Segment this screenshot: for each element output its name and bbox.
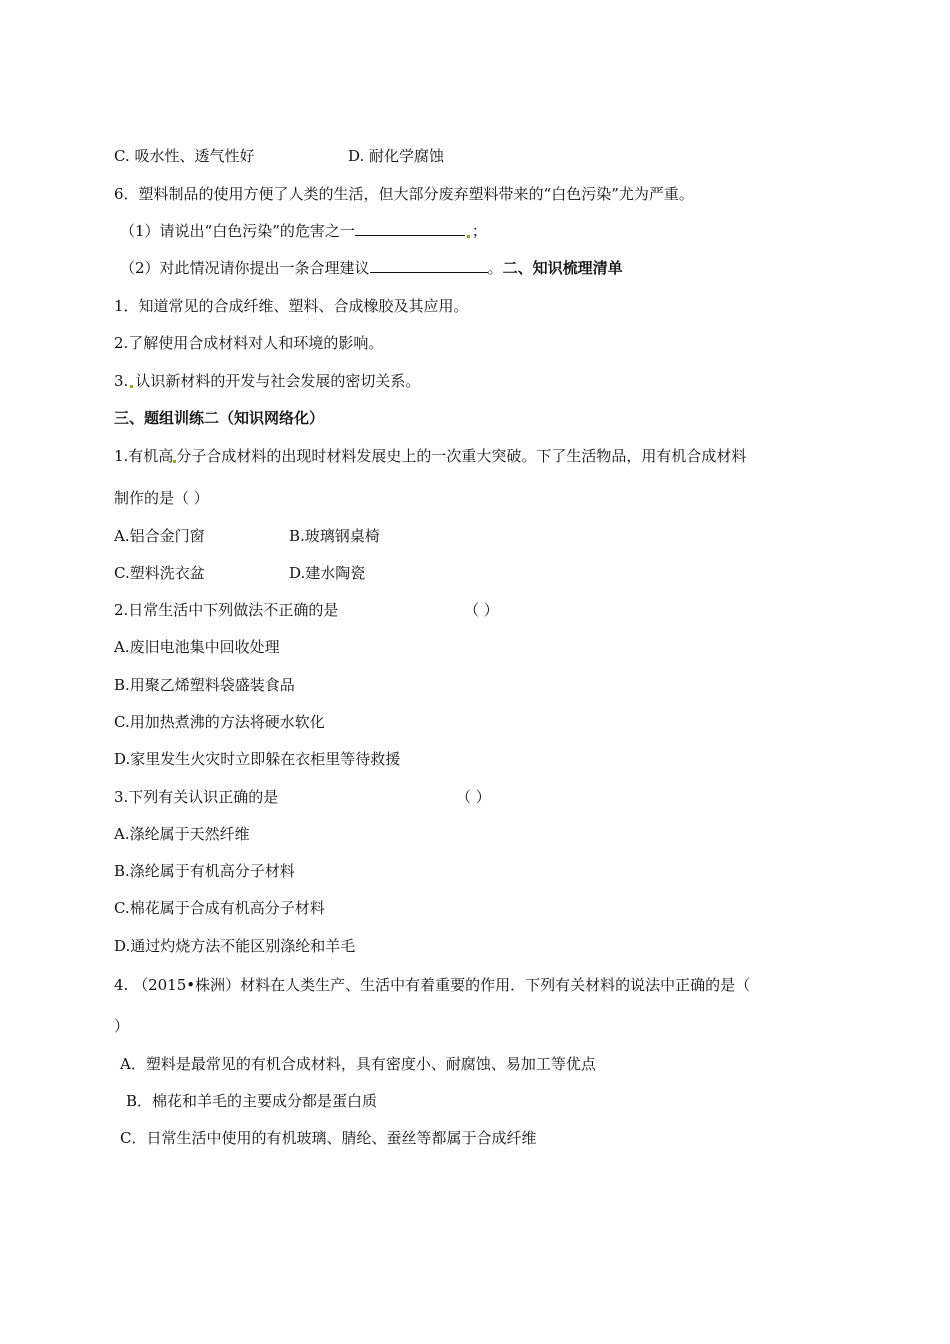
q4-stem-line2: ） xyxy=(114,1017,130,1035)
q6-sub2-end: 。 xyxy=(487,259,503,277)
dot-mark xyxy=(467,235,470,238)
q2-option-a: A.废旧电池集中回收处理 xyxy=(114,638,280,656)
q2-answer-paren: （ ） xyxy=(464,601,499,619)
q4-stem-line1: 4. （2015•株洲）材料在人类生产、生活中有着重要的作用．下列有关材料的说法中正确的是（ xyxy=(114,976,751,994)
q2-option-d: D.家里发生火灾时立即躲在衣柜里等待救援 xyxy=(114,750,401,768)
q6-sub1-text: （1）请说出“白色污染”的危害之一 xyxy=(120,222,355,240)
q3-stem: 3.下列有关认识正确的是 xyxy=(114,788,279,806)
q1-option-a: A.铝合金门窗 xyxy=(114,527,205,545)
q2-stem: 2.日常生活中下列做法不正确的是 xyxy=(114,601,339,619)
q6-sub1-blank xyxy=(355,221,465,236)
q6-sub1 xyxy=(120,221,487,241)
q4-option-c: C．日常生活中使用的有机玻璃、腈纶、蚕丝等都属于合成纤维 xyxy=(120,1129,537,1147)
section2-item3 xyxy=(114,371,420,391)
q6-sub2-text: （2）对此情况请你提出一条合理建议 xyxy=(120,259,370,277)
q6-stem: 6．塑料制品的使用方便了人类的生活，但大部分废弃塑料带来的“白色污染”尤为严重。 xyxy=(114,185,694,203)
section2-item1: 1．知道常见的合成纤维、塑料、合成橡胶及其应用。 xyxy=(114,297,469,315)
q5-option-d: D. 耐化学腐蚀 xyxy=(348,147,445,165)
q1-line1-b: 分子合成材料的出现时材料发展史上的一次重大突破。下了生活物品，用有机合成材料 xyxy=(176,447,747,465)
q3-option-c: C.棉花属于合成有机高分子材料 xyxy=(114,899,325,917)
q3-option-d: D.通过灼烧方法不能区别涤纶和羊毛 xyxy=(114,937,356,955)
q4-option-a: A．塑料是最常见的有机合成材料，具有密度小、耐腐蚀、易加工等优点 xyxy=(120,1055,596,1073)
q5-option-c: C. 吸水性、透气性好 xyxy=(114,147,255,165)
q2-option-c: C.用加热煮沸的方法将硬水软化 xyxy=(114,713,325,731)
q6-sub2-blank xyxy=(370,258,488,273)
q1-option-d: D.建水陶瓷 xyxy=(289,564,366,582)
q2-option-b: B.用聚乙烯塑料袋盛装食品 xyxy=(114,676,295,694)
q3-answer-paren: （ ） xyxy=(456,788,491,806)
q1-line2: 制作的是（ ） xyxy=(114,489,209,507)
q6-sub1-end: ； xyxy=(471,222,487,240)
q1-line1 xyxy=(114,446,746,466)
section2-item3-num: 3. xyxy=(114,372,129,390)
dot-mark xyxy=(130,385,133,388)
q1-option-b: B.玻璃钢桌椅 xyxy=(289,527,380,545)
q3-option-a: A.涤纶属于天然纤维 xyxy=(114,825,250,843)
section3-heading: 三、题组训练二（知识网络化） xyxy=(114,409,325,427)
section2-item2: 2.了解使用合成材料对人和环境的影响。 xyxy=(114,334,384,352)
q1-line1-a: 1.有机高 xyxy=(114,447,174,465)
section2-item3-text: 认识新材料的开发与社会发展的密切关系。 xyxy=(135,372,421,390)
q6-sub2 xyxy=(120,258,623,278)
q3-option-b: B.涤纶属于有机高分子材料 xyxy=(114,862,295,880)
q4-option-b: B．棉花和羊毛的主要成分都是蛋白质 xyxy=(126,1092,378,1110)
section2-heading: 二、知识梳理清单 xyxy=(502,259,623,277)
q1-option-c: C.塑料洗衣盆 xyxy=(114,564,205,582)
